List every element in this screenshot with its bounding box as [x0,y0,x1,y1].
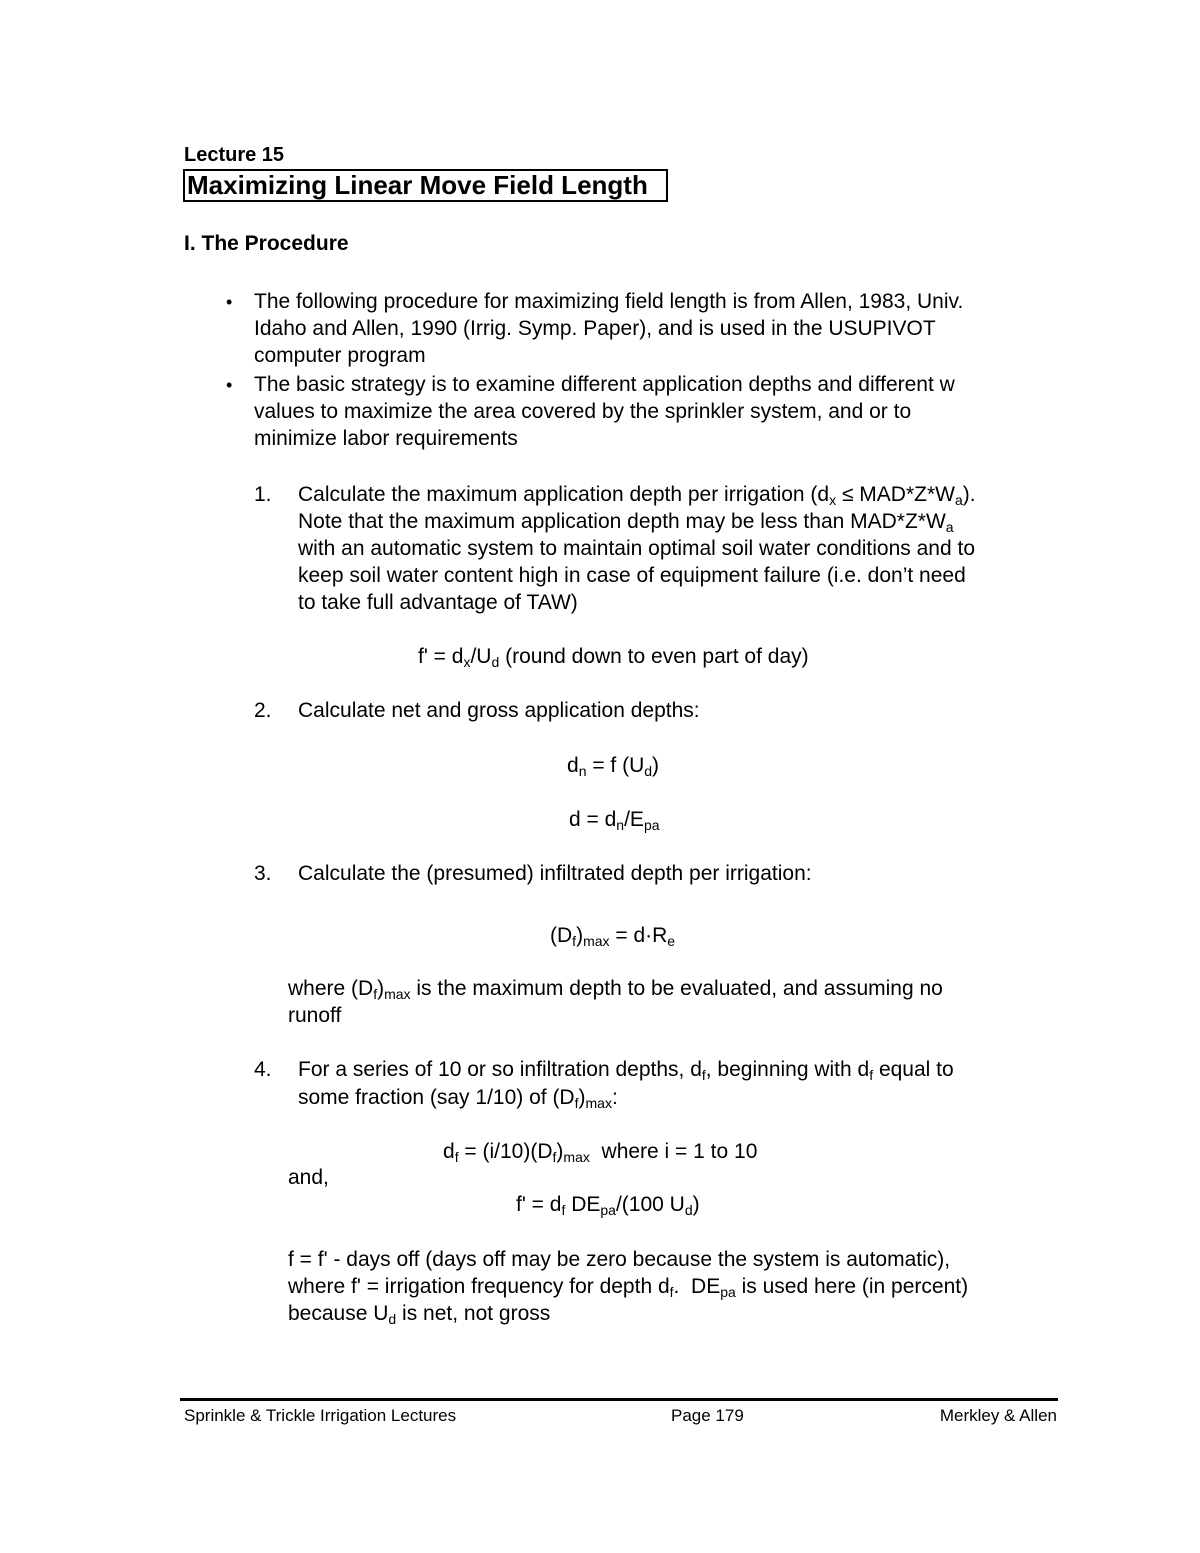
bullet-1-line-1: The following procedure for maximizing field length is from Allen, 1983, Univ. [254,290,964,313]
bullet-2-line-2: values to maximize the area covered by the sprinkler system, and or to [254,400,912,423]
step-4-and: and, [288,1166,329,1189]
bullet-2-line-3: minimize labor requirements [254,427,518,450]
step-4-equation-1: $d_f = (i/10)(D_f)_{max}$ where i = 1 to 10 [443,1140,758,1165]
step-4-para-line-2: where f' = irrigation frequency for depth $d_f$. $DE_{pa}$ is used here (in percent) [288,1275,969,1300]
footer-left: Sprinkle & Trickle Irrigation Lectures [184,1406,457,1425]
footer-right: Merkley & Allen [939,1406,1057,1425]
bullet-1-line-3: computer program [254,344,426,367]
step-4-equation-2: $f' = d_f$ $DE_{pa}/(100$ $U_d$) [516,1193,700,1218]
step-4-line-1: For a series of 10 or so infiltration depths, $d_f$, beginning with $d_f$ equal to [298,1058,954,1083]
step-4-line-2: some fraction (say 1/10) of $(D_f)_{max}$: [298,1086,618,1111]
step-3-where-line-2: runoff [288,1004,342,1027]
step-3-text: Calculate the (presumed) infiltrated depth per irrigation: [298,862,812,885]
step-2-equation-1: $d_n = f$ $(U_d)$ [567,754,660,779]
step-1-number: 1. [254,483,272,506]
step-1-line-4: keep soil water content high in case of equipment failure (i.e. don’t need [298,564,966,587]
lecture-number: Lecture 15 [184,144,285,166]
step-2-number: 2. [254,699,272,722]
step-1-line-2: Note that the maximum application depth may be less than $MAD*Z*W_a$ [298,510,954,535]
footer-page-number: Page 179 [671,1406,744,1425]
footer-divider [180,1398,1058,1401]
section-heading: I. The Procedure [184,232,349,255]
step-4-number: 4. [254,1058,272,1081]
step-3-equation: $(D_f)_{max} = d\cdot R_e$ [550,924,676,949]
page-title: Maximizing Linear Move Field Length [183,169,668,202]
step-3-number: 3. [254,862,272,885]
step-3-where-line-1: where $(D_f)_{max}$ is the maximum depth to be evaluated, and assuming no [288,977,943,1002]
step-4-para-line-1: f = f' - days off (days off may be zero because the system is automatic), [288,1248,951,1271]
step-2-text: Calculate net and gross application depths: [298,699,700,722]
bullet-2-line-1: The basic strategy is to examine different application depths and different w [254,373,955,396]
bullet-icon: • [226,292,233,312]
bullet-icon: • [226,375,233,395]
step-4-para-line-3: because $U_d$ is net, not gross [288,1302,551,1327]
step-2-equation-2: $d = d_n/E_{pa}$ [569,808,660,833]
step-1-line-1: Calculate the maximum application depth per irrigation $(d_x \le MAD*Z*W_a)$. [298,483,976,508]
bullet-1-line-2: Idaho and Allen, 1990 (Irrig. Symp. Paper), and is used in the USUPIVOT [254,317,936,340]
step-1-equation: $f' = d_x/U_d$ (round down to even part of day) [418,645,809,670]
step-1-line-3: with an automatic system to maintain optimal soil water conditions and to [298,537,975,560]
step-1-line-5: to take full advantage of TAW) [298,591,578,614]
